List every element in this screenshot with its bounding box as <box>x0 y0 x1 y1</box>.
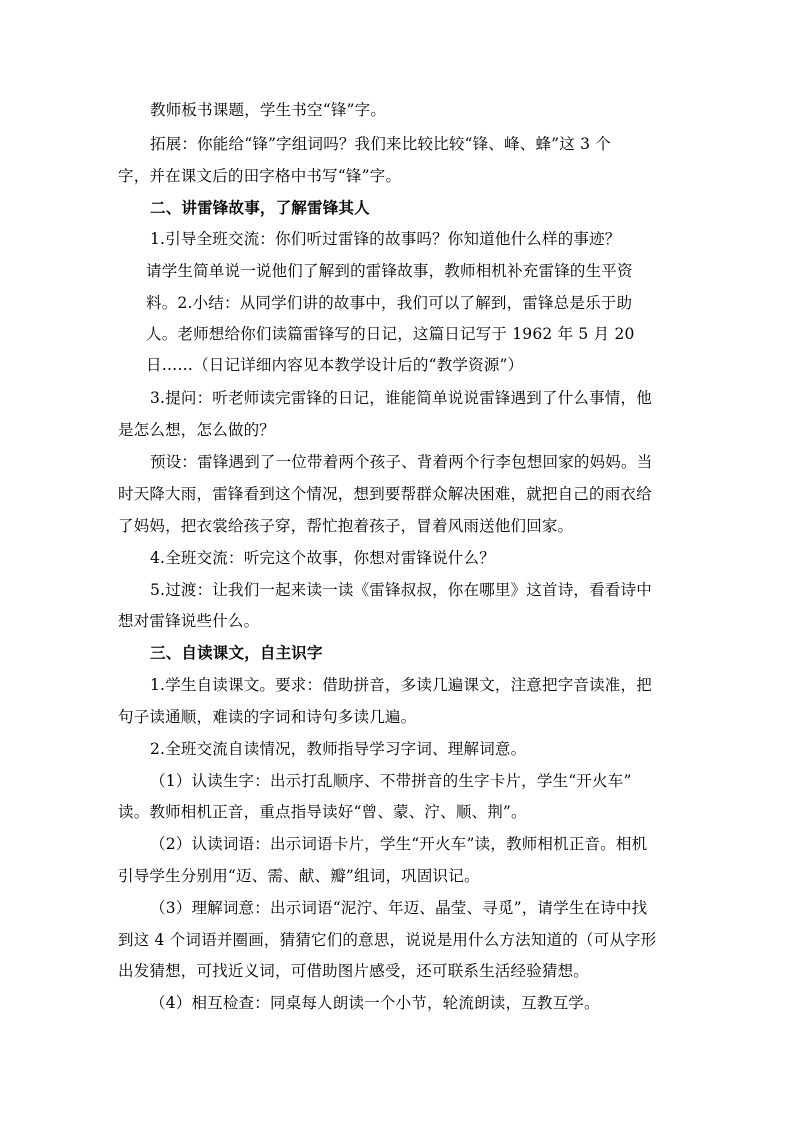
paragraph-line: 5.过渡：让我们一起来读一读《雷锋叔叔，你在哪里》这首诗，看看诗中 <box>150 581 652 599</box>
paragraph-line: 请学生简单说一说他们了解到的雷锋故事，教师相机补充雷锋的生平资 <box>146 262 633 280</box>
paragraph-line: 时天降大雨，雷锋看到这个情况，想到要帮群众解决困难，就把自己的雨衣给 <box>118 485 652 503</box>
paragraph-line: （2）认读词语：出示词语卡片，学生“开火车”读，教师相机正音。相机 <box>150 835 648 853</box>
paragraph-line: 读。教师相机正音，重点指导读好“曾、蒙、泞、顺、荆”。 <box>118 803 527 821</box>
paragraph-line: 是怎么想，怎么做的？ <box>118 421 276 439</box>
paragraph-line: 4.全班交流：听完这个故事，你想对雷锋说什么？ <box>150 549 495 567</box>
paragraph-line: 引导学生分别用“迈、需、献、瓣”组词，巩固识记。 <box>118 867 480 885</box>
paragraph-line: 2.全班交流自读情况，教师指导学习字词、理解词意。 <box>150 740 527 758</box>
paragraph-line: 教师板书课题，学生书空“锋”字。 <box>150 101 387 119</box>
paragraph-line: 3.提问：听老师读完雷锋的日记，谁能简单说说雷锋遇到了什么事情，他 <box>150 389 652 407</box>
paragraph-line: 了妈妈，把衣裳给孩子穿，帮忙抱着孩子，冒着风雨送他们回家。 <box>118 517 574 535</box>
paragraph-line: 到这 4 个词语并圈画，猜猜它们的意思，说说是用什么方法知道的（可从字形 <box>118 931 657 949</box>
paragraph-line: 1.引导全班交流：你们听过雷锋的故事吗？你知道他什么样的事迹？ <box>150 230 621 248</box>
paragraph-line: （4）相互检查：同桌每人朗读一个小节，轮流朗读，互教互学。 <box>150 994 600 1012</box>
paragraph-line: 字，并在课文后的田字格中书写“锋”字。 <box>118 167 402 185</box>
paragraph-line: 句子读通顺，难读的字词和诗句多读几遍。 <box>118 708 417 726</box>
paragraph-line: 想对雷锋说些什么。 <box>118 612 260 630</box>
paragraph-line: 日……（日记详细内容见本教学设计后的“教学资源”） <box>146 356 524 374</box>
section-heading: 二、讲雷锋故事，了解雷锋其人 <box>150 198 370 217</box>
paragraph-line: 出发猜想，可找近义词，可借助图片感受，还可联系生活经验猜想。 <box>118 962 590 980</box>
paragraph-line: 料。2.小结：从同学们讲的故事中，我们可以了解到，雷锋总是乐于助 <box>146 294 633 312</box>
paragraph-line: 人。老师想给你们读篇雷锋写的日记，这篇日记写于 1962 年 5 月 20 <box>146 325 635 343</box>
paragraph-line: （3）理解词意：出示词语“泥泞、年迈、晶莹、寻觅”，请学生在诗中找 <box>150 899 648 917</box>
section-heading: 三、自读课文，自主识字 <box>150 643 323 662</box>
paragraph-line: 1.学生自读课文。要求：借助拼音，多读几遍课文，注意把字音读准，把 <box>150 676 652 694</box>
paragraph-line: 拓展：你能给“锋”字组词吗？我们来比较比较“锋、峰、蜂”这 3 个 <box>150 135 612 153</box>
paragraph-line: （1）认读生字：出示打乱顺序、不带拼音的生字卡片，学生“开火车” <box>150 772 632 790</box>
paragraph-line: 预设：雷锋遇到了一位带着两个孩子、背着两个行李包想回家的妈妈。当 <box>150 453 653 471</box>
